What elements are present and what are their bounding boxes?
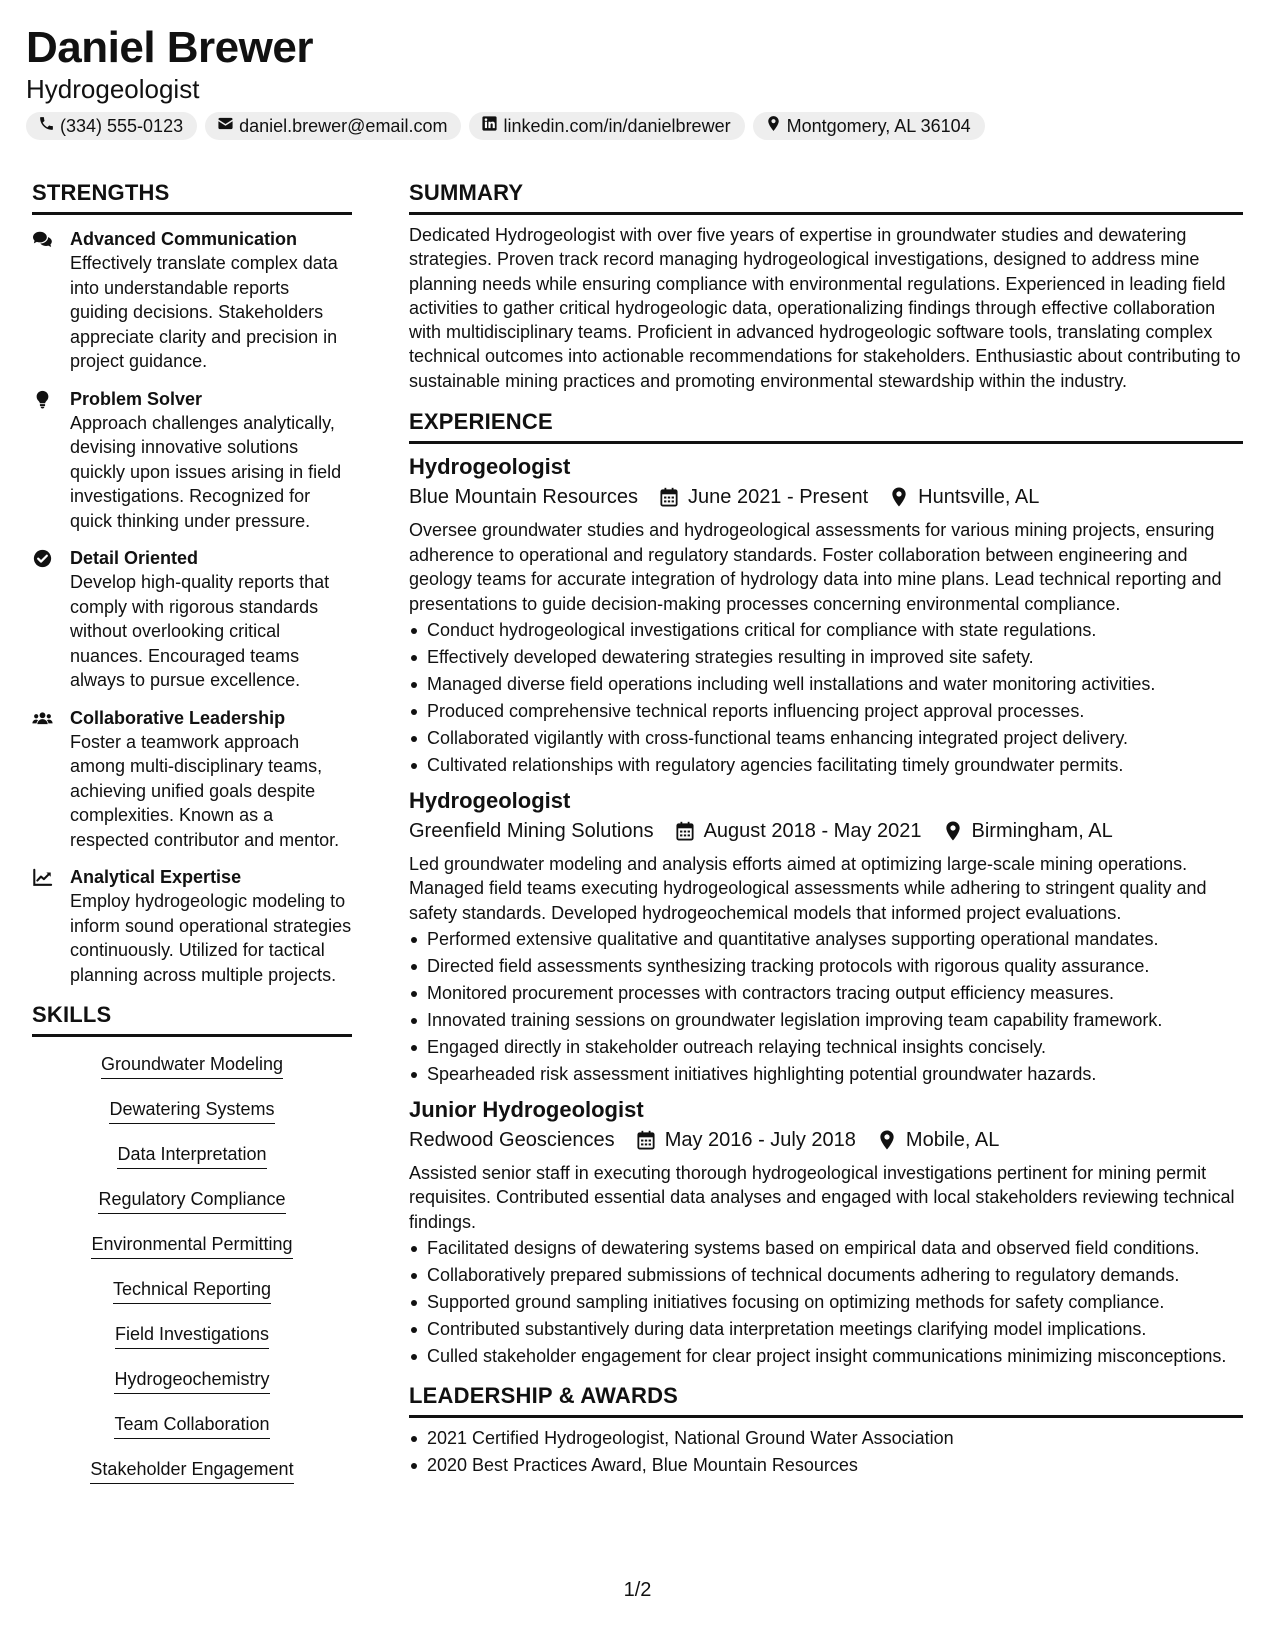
strength-title: Advanced Communication [70,229,298,249]
contact-email-text: daniel.brewer@email.com [239,115,448,136]
job-bullet: Innovated training sessions on groundwater legislation improving team capability framework. [409,1008,1243,1033]
lightbulb-icon [32,387,70,534]
map-pin-icon [878,1130,896,1150]
job-title: Hydrogeologist [409,787,571,813]
job-location: Huntsville, AL [918,486,1040,509]
strength-title: Analytical Expertise [70,867,242,887]
candidate-name: Daniel Brewer [26,23,313,72]
contact-linkedin-text: linkedin.com/in/danielbrewer [503,115,731,136]
envelope-icon [217,115,234,137]
contact-linkedin[interactable] [469,112,744,140]
job-dates: May 2016 - July 2018 [664,1128,856,1151]
awards-section [409,1381,1243,1478]
calendar-icon [637,1130,655,1150]
job-meta [409,816,1243,846]
job-entry [409,452,1243,778]
skills-list [32,1051,352,1501]
strength-title: Collaborative Leadership [70,707,286,728]
job-company: Greenfield Mining Solutions [409,819,654,842]
job-bullet: Directed field assessments synthesizing tracking protocols with rigorous quality assurance. [409,954,1243,979]
job-location: Mobile, AL [905,1128,1000,1151]
calendar-icon [676,821,694,841]
skill-tag: Dewatering Systems [109,1096,274,1124]
job-bullet: Performed extensive qualitative and quantitative analyses supporting operational mandates. [409,927,1243,952]
skill-tag: Field Investigations [115,1321,269,1349]
map-pin-icon [944,821,962,841]
contact-email[interactable] [205,112,461,140]
comments-icon [32,227,70,374]
strength-description: Develop high-quality reports that comply with rigorous standards without overlooking critical nuances. Encouraged teams always to pursue excellence. [70,572,330,690]
job-entry [409,1095,1243,1369]
job-bullet: Contributed substantively during data interpretation meetings clarifying model implications. [409,1317,1243,1342]
job-description: Led groundwater modeling and analysis efforts aimed at optimizing large-scale mining operations. Managed field teams executing hydrogeological assessments while adhering to stringent quality and safety standards. Developed hydrogeochemical models that informed project evaluations. [409,853,1207,923]
experience-heading: EXPERIENCE [409,407,1243,444]
skills-heading: SKILLS [32,1000,352,1037]
strength-description: Foster a teamwork approach among multi-disciplinary teams, achieving unified goals despite complexities. Known as a respected contributor and mentor. [70,731,340,850]
skills-section [32,1000,352,1501]
job-bullet: Conduct hydrogeological investigations critical for compliance with state regulations. [409,618,1243,643]
map-pin-icon [890,487,908,507]
award-item: 2020 Best Practices Award, Blue Mountain Resources [409,1453,1243,1478]
job-bullet: Monitored procurement processes with contractors tracing output efficiency measures. [409,981,1243,1006]
strength-title: Problem Solver [70,388,203,409]
job-bullet: Culled stakeholder engagement for clear project insight communications minimizing misconceptions. [409,1344,1243,1369]
users-icon [32,706,70,853]
experience-section [409,407,1243,1369]
skill-tag: Regulatory Compliance [98,1186,285,1214]
strengths-section [32,178,352,987]
candidate-title: Hydrogeologist [26,74,200,104]
job-bullet: Effectively developed dewatering strategies resulting in improved site safety. [409,645,1243,670]
summary-text: Dedicated Hydrogeologist with over five years of expertise in groundwater studies and dewatering strategies. Proven track record managing hydrogeological investigations, designed to address mine planning needs while ensuring compliance with environmental regulations. Experienced in leading field activities to gather critical hydrogeologic data, operationalizing findings through effective collaboration with multidisciplinary teams. Proficient in advanced hydrogeologic software tools, translating complex technical outcomes into actionable recommendations for stakeholders. Enthusiastic about contributing to sustainable mining practices and promoting environmental stewardship within the industry. [409,225,1241,391]
strength-item [32,227,352,374]
job-bullets [409,1236,1243,1369]
contact-location-text: Montgomery, AL 36104 [786,115,971,136]
job-company: Blue Mountain Resources [409,486,639,509]
job-company: Redwood Geosciences [409,1128,615,1151]
job-bullet: Spearheaded risk assessment initiatives highlighting potential groundwater hazards. [409,1062,1243,1087]
strengths-heading: STRENGTHS [32,178,352,215]
skill-tag: Team Collaboration [114,1411,269,1439]
strength-description: Employ hydrogeologic modeling to inform sound operational strategies continuously. Utilized for tactical planning across multiple projects. [70,891,352,985]
job-title: Hydrogeologist [409,454,571,480]
strength-description: Effectively translate complex data into understandable reports guiding decisions. Stakeholders appreciate clarity and precision in project guidance. [70,253,338,371]
job-meta [409,1125,1243,1155]
page-number: 1/2 [623,1579,652,1601]
strength-description: Approach challenges analytically, devising innovative solutions quickly upon issues arising in field investigations. Recognized for quick thinking under pressure. [70,412,342,531]
job-bullet: Cultivated relationships with regulatory agencies facilitating timely groundwater permits. [409,753,1243,778]
job-meta [409,482,1243,512]
left-column [32,178,352,1501]
check-circle-icon [32,546,70,693]
strength-item [32,865,352,987]
job-description: Oversee groundwater studies and hydrogeological assessments for various mining projects, ensuring adherence to operational and regulatory standards. Foster collaboration between engineering and geology teams for accurate integration of hydrology data into mine plans. Lead technical reporting and presentations to guide decision-making processes concerning environmental compliance. [409,520,1222,614]
job-dates: August 2018 - May 2021 [703,819,922,842]
summary-section [409,178,1243,393]
skill-tag: Groundwater Modeling [101,1051,283,1079]
job-entry [409,786,1243,1087]
job-bullet: Facilitated designs of dewatering systems based on empirical data and observed field conditions. [409,1236,1243,1261]
right-column [409,178,1243,1480]
contact-location [753,112,985,140]
job-title: Junior Hydrogeologist [409,1096,644,1122]
job-bullet: Engaged directly in stakeholder outreach relaying technical insights concisely. [409,1035,1243,1060]
skill-tag: Environmental Permitting [91,1231,292,1259]
job-location: Birmingham, AL [971,819,1113,842]
job-bullets [409,927,1243,1087]
job-bullet: Collaborated vigilantly with cross-functional teams enhancing integrated project delivery. [409,726,1243,751]
awards-list [409,1426,1243,1478]
job-bullet: Produced comprehensive technical reports influencing project approval processes. [409,699,1243,724]
skill-tag: Hydrogeochemistry [114,1366,269,1394]
job-bullets [409,618,1243,778]
skill-tag: Stakeholder Engagement [90,1456,293,1484]
map-pin-icon [765,115,782,137]
job-dates: June 2021 - Present [688,486,869,509]
skill-tag: Data Interpretation [117,1141,266,1169]
award-item: 2021 Certified Hydrogeologist, National Ground Water Association [409,1426,1243,1451]
resume-header [26,22,1246,140]
skill-tag: Technical Reporting [113,1276,271,1304]
contact-bar [26,112,1246,140]
strength-item [32,387,352,534]
job-bullet: Managed diverse field operations including well installations and water monitoring activities. [409,672,1243,697]
contact-phone [26,112,197,140]
job-description: Assisted senior staff in executing thorough hydrogeological investigations pertinent for mining permit requisites. Contributed essential data analyses and engaged with local stakeholders reviewing technical findings. [409,1162,1235,1232]
awards-heading: LEADERSHIP & AWARDS [409,1381,1243,1418]
calendar-icon [660,487,678,507]
strength-title: Detail Oriented [70,548,199,568]
strength-item [32,546,352,693]
phone-icon [38,115,55,137]
contact-phone-text: (334) 555-0123 [60,115,184,136]
summary-heading: SUMMARY [409,178,1243,215]
strength-item [32,706,352,853]
job-bullet: Collaboratively prepared submissions of technical documents adhering to regulatory demands. [409,1263,1243,1288]
linkedin-icon [481,115,498,137]
chart-line-icon [32,865,70,987]
job-bullet: Supported ground sampling initiatives focusing on optimizing methods for safety compliance. [409,1290,1243,1315]
